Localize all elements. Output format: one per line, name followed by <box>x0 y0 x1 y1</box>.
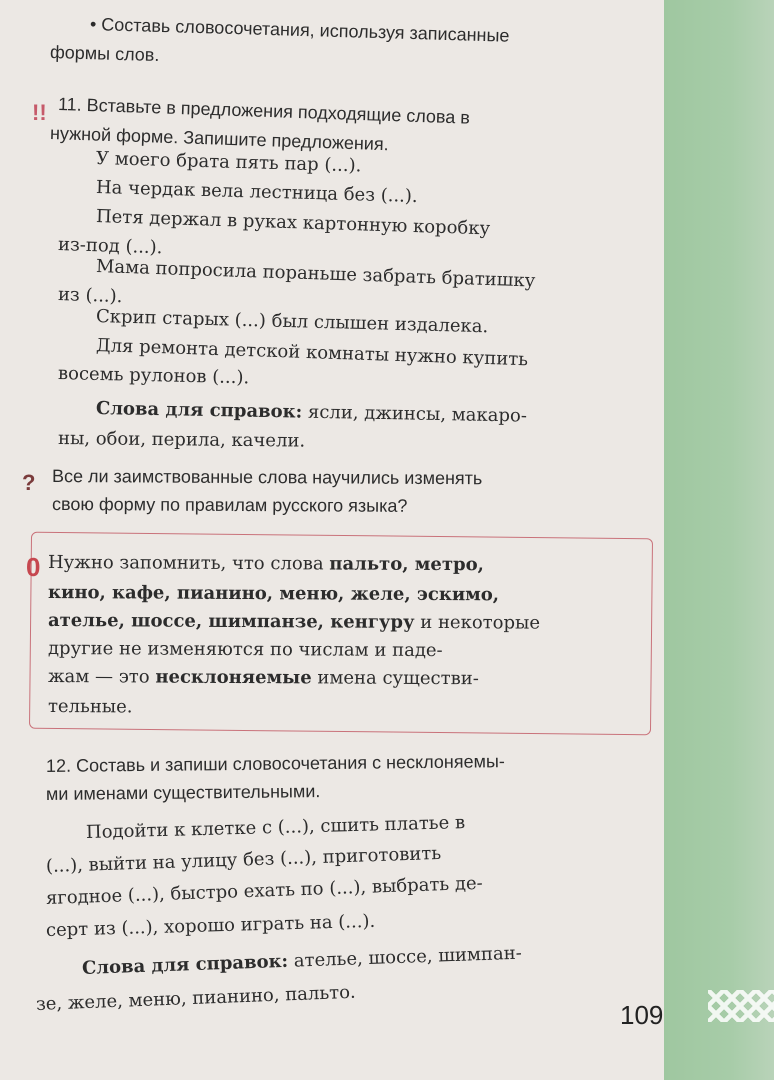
task12-hint-line-2: зе, желе, меню, пианино, пальто. <box>35 981 357 1015</box>
page-number: 109 <box>620 1000 664 1030</box>
rule-bold-words: ателье, шоссе, шимпанзе, кенгуру <box>47 610 415 633</box>
task11-sentence: Для ремонта детской комнаты нужно купить <box>95 335 529 371</box>
ornament-decoration <box>708 990 774 1022</box>
task11-hint-line-2: ны, обои, перила, качели. <box>57 428 306 452</box>
hint-words: ателье, шоссе, шимпан- <box>287 942 523 972</box>
rule-bold-term: несклоняемые <box>155 666 312 689</box>
question-line-2: свою форму по правилам русского языка? <box>51 494 408 516</box>
question-line-1: Все ли заимствованные слова научились изменять <box>51 466 483 489</box>
task11-header-line-2: нужной форме. Запишите предложения. <box>49 123 389 155</box>
rule-bold-words: пальто, метро, <box>329 553 484 576</box>
bullet-task-line-2: формы слов. <box>49 42 160 66</box>
rule-line-2: кино, кафе, пианино, меню, желе, эскимо, <box>47 582 500 606</box>
task11-sentence: У моего брата пять пар (...). <box>95 148 362 177</box>
rule-line-1 <box>48 552 484 575</box>
task11-sentence: восемь рулонов (...). <box>57 363 250 389</box>
task11-sentence: Петя держал в руках картонную коробку <box>95 206 491 240</box>
attention-icon: 0 <box>26 552 41 582</box>
task11-header-line-1: 11. Вставьте в предложения подходящие слова в <box>57 94 471 128</box>
page-edge-green-band <box>664 0 774 1080</box>
rule-text: Нужно запомнить, что слова <box>47 552 330 575</box>
rule-line-3 <box>48 610 540 634</box>
rule-line-6: тельные. <box>47 696 133 718</box>
task11-sentence: На чердак вела лестница без (...). <box>95 177 418 207</box>
bullet-task-line-1: • Составь словосочетания, используя записанные <box>89 14 510 46</box>
task12-header-line-2: ми именами существительными. <box>45 781 321 804</box>
rule-text: имена существи- <box>311 667 479 690</box>
task11-sentence: из (...). <box>57 284 123 308</box>
question-mark-icon: ? <box>22 470 36 495</box>
task12-header-line-1: 12. Составь и запиши словосочетания с несклоняемы- <box>45 751 505 776</box>
rule-line-4: другие не изменяются по числам и паде- <box>47 638 443 662</box>
exclamation-icon: !! <box>32 100 47 125</box>
task12-line: Подойти к клетке с (...), сшить платье в <box>85 812 466 843</box>
hint-label: Слова для справок: <box>95 398 303 423</box>
rule-text: и некоторые <box>414 611 541 634</box>
task11-sentence: из-под (...). <box>57 234 163 259</box>
task12-line: ягодное (...), быстро ехать по (...), выбрать де- <box>45 872 484 909</box>
rule-line-5 <box>48 666 479 689</box>
hint-words: ясли, джинсы, макаро- <box>302 401 528 427</box>
rule-text: жам — это <box>47 666 156 688</box>
task11-sentence: Скрип старых (...) был слышен издалека. <box>95 306 489 338</box>
task12-line: серт из (...), хорошо играть на (...). <box>45 910 376 941</box>
hint-label: Слова для справок: <box>81 950 289 979</box>
task12-line: (...), выйти на улицу без (...), приготовить <box>45 842 442 877</box>
task11-sentence: Мама попросила пораньше забрать братишку <box>95 256 536 292</box>
